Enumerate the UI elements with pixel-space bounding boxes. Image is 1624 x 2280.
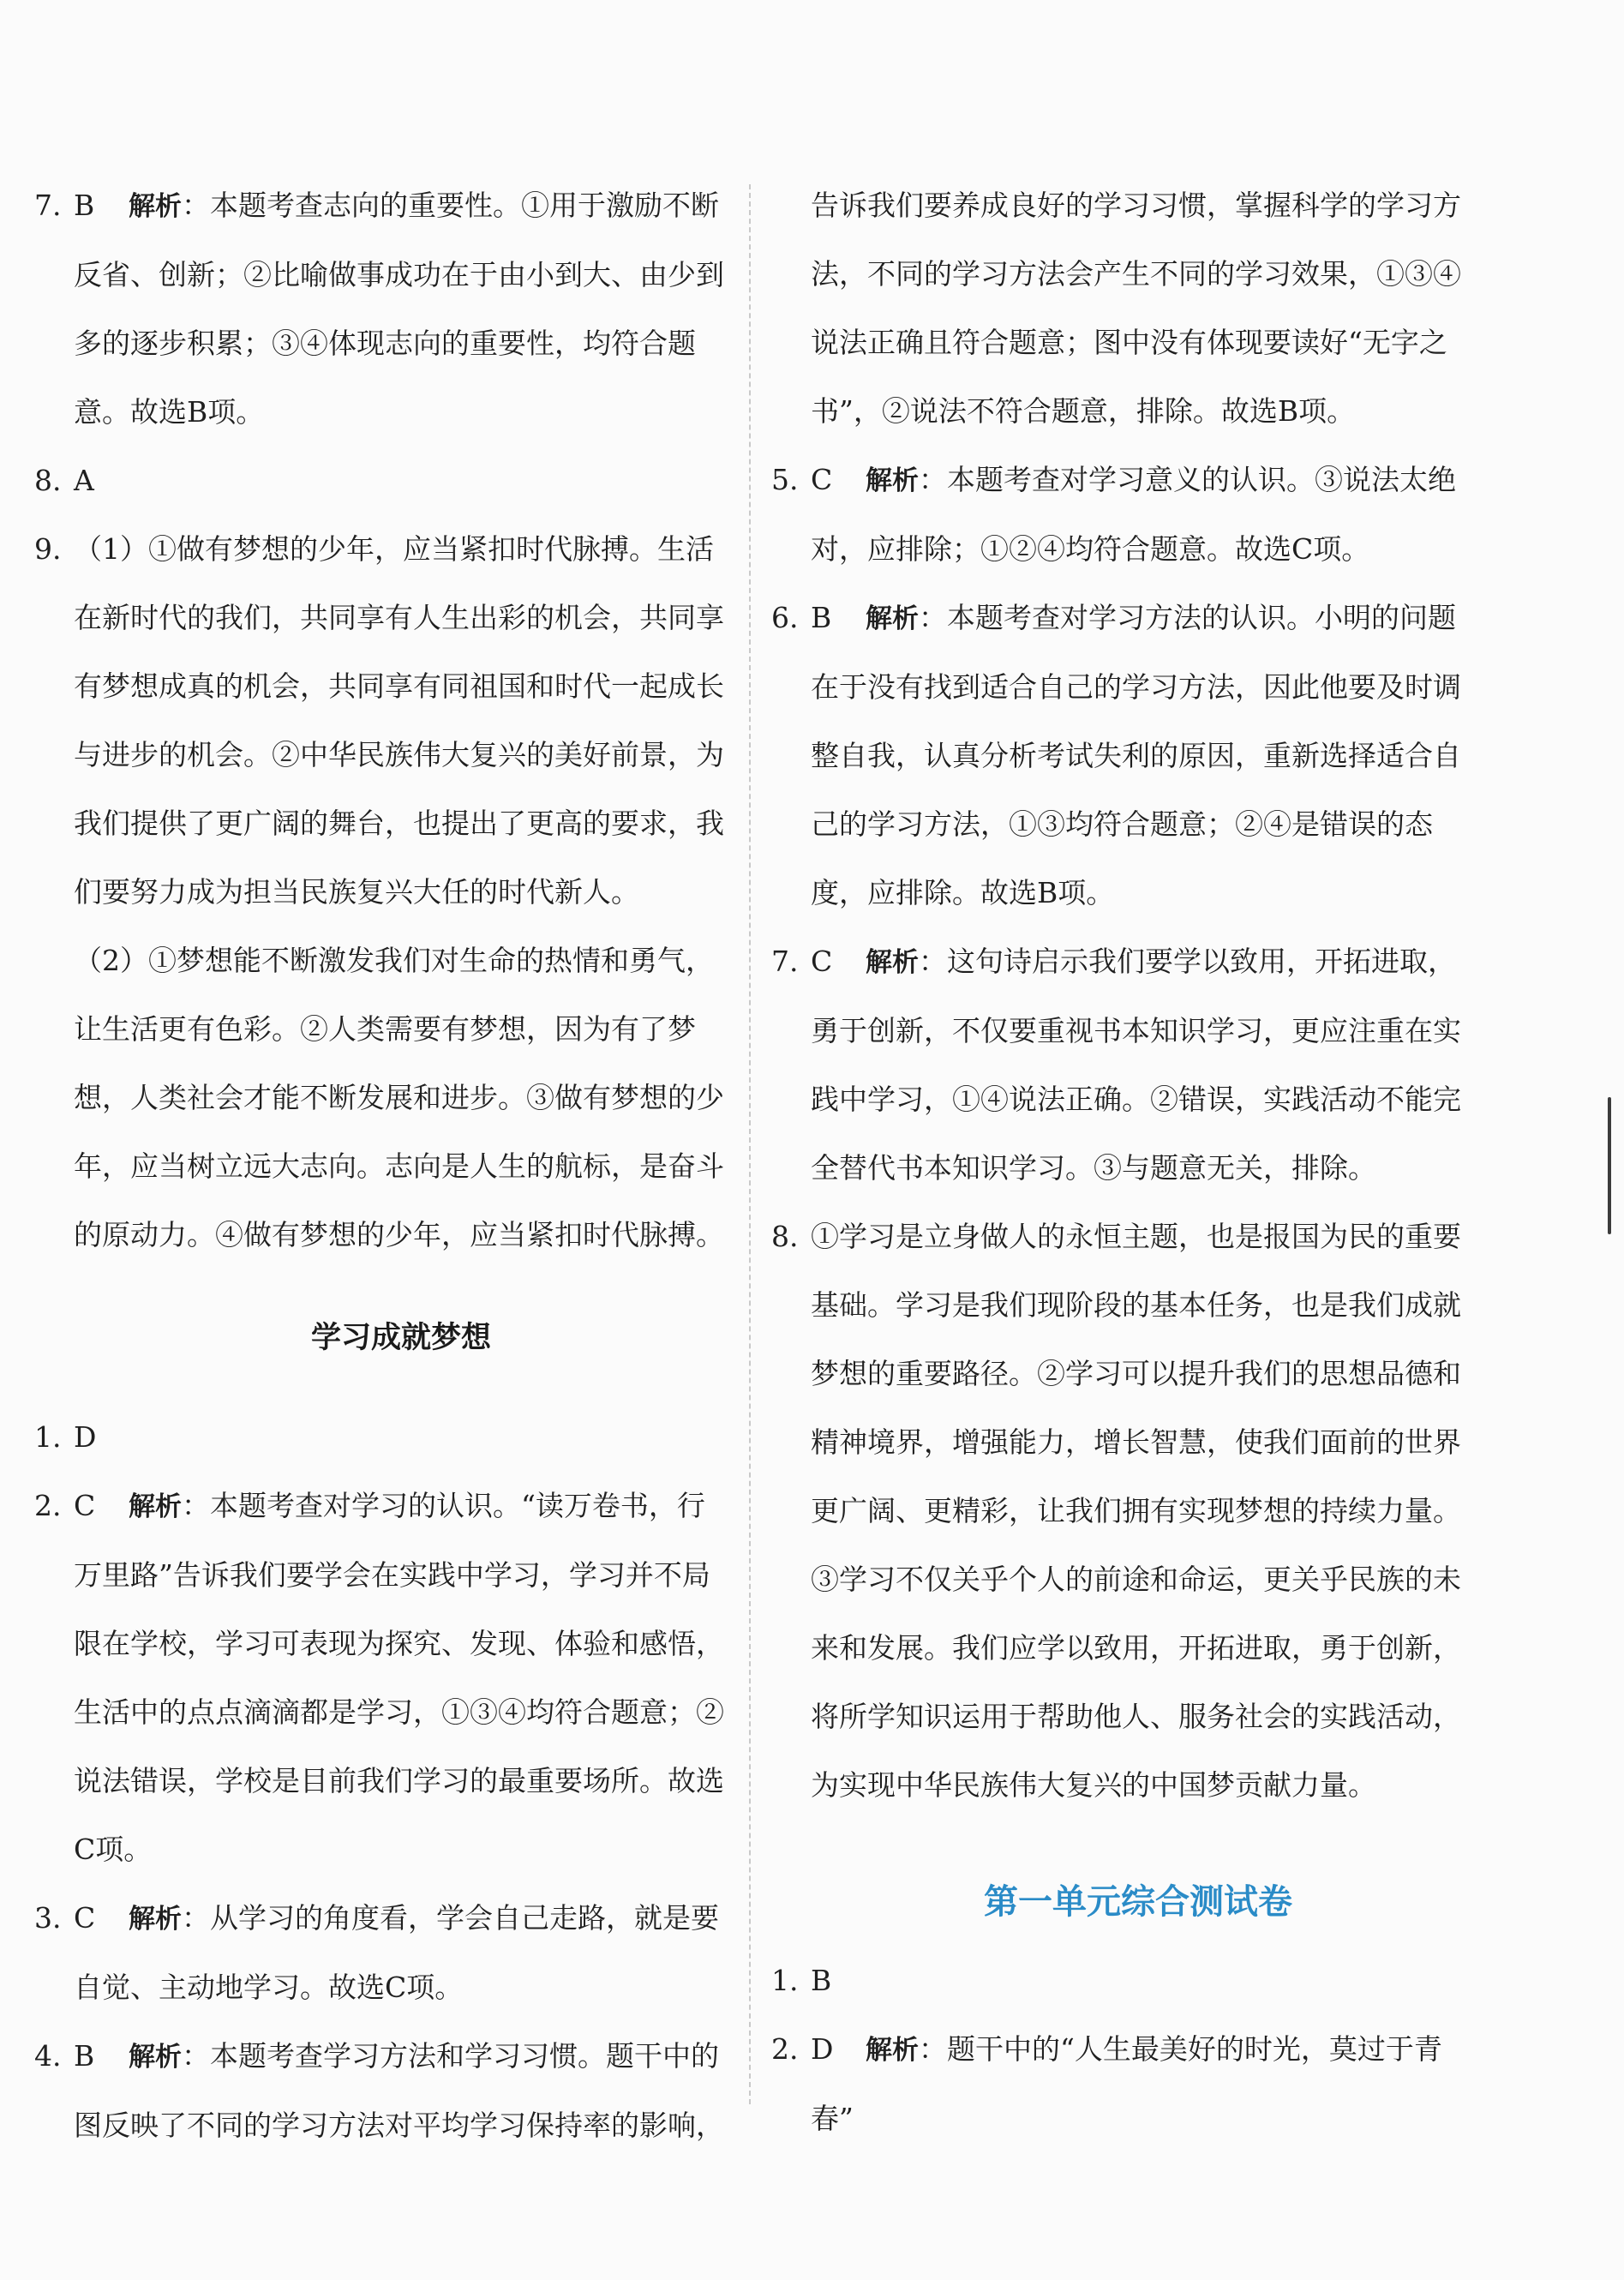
question-number: 4. <box>34 2039 62 2073</box>
analysis-label: 解析 <box>866 2035 919 2066</box>
answer-text: ：这句诗启示我们要学以致用，开拓进取，勇于创新，不仅要重视书本知识学习，更应注重在实践中学习，①④说法正确。②错误，实践活动不能完全替代书本知识学习。③与题意无关，排除。 <box>811 945 1461 1185</box>
question-number: 2. <box>34 1489 62 1522</box>
answer-item <box>34 447 728 515</box>
question-number: 9. <box>34 532 62 566</box>
analysis-label: 解析 <box>129 191 182 222</box>
scan-edge-mark <box>1608 1097 1611 1234</box>
question-number: 8. <box>771 1220 799 1253</box>
answer-choice: A <box>74 464 94 497</box>
answer-choice: B <box>811 601 832 634</box>
answer-item <box>34 171 728 447</box>
answer-continuation: （2）①梦想能不断激发我们对生命的热情和勇气，让生活更有色彩。②人类需要有梦想，因为有了梦想，人类社会才能不断发展和进步。③做有梦想的少年，应当树立远大志向。志向是人生的航标，是奋斗的原动力。④做有梦想的少年，应当紧扣时代脉搏。 <box>74 944 724 1251</box>
question-number: 1. <box>771 1964 799 1997</box>
answer-choice: B <box>74 189 95 222</box>
answer-text: ：本题考查志向的重要性。①用于激励不断反省、创新；②比喻做事成功在于由小到大、由少到多的逐步积累；③④体现志向的重要性，均符合题意。故选B项。 <box>74 189 724 429</box>
question-number: 3. <box>34 1901 62 1935</box>
question-number: 8. <box>34 464 62 497</box>
analysis-label: 解析 <box>866 947 919 978</box>
analysis-label: 解析 <box>129 1904 182 1935</box>
section-title: 第一单元综合测试卷 <box>984 1882 1292 1922</box>
answer-item <box>771 2015 1465 2153</box>
question-number: 7. <box>771 945 799 978</box>
answer-item <box>34 2022 728 2160</box>
answer-item <box>771 927 1465 1203</box>
answer-text: ：本题考查对学习意义的认识。③说法太绝对，应排除；①②④均符合题意。故选C项。 <box>811 463 1456 566</box>
answer-choice: C <box>74 1901 96 1935</box>
answer-choice: D <box>74 1420 97 1454</box>
answer-choice: B <box>811 1964 832 1997</box>
answer-text: ①学习是立身做人的永恒主题，也是报国为民的重要基础。学习是我们现阶段的基本任务，也是我们成就梦想的重要路径。②学习可以提升我们的思想品德和精神境界，增强能力，增长智慧，使我们面前的世界更广阔、更精彩，让我们拥有实现梦想的持续力量。③学习不仅关乎个人的前途和命运，更关乎民族的未来和发展。我们应学以致用，开拓进取，勇于创新，将所学知识运用于帮助他人、服务社会的实践活动，为实现中华民族伟大复兴的中国梦贡献力量。 <box>811 1220 1461 1802</box>
answer-text: ：本题考查对学习方法的认识。小明的问题在于没有找到适合自己的学习方法，因此他要及时调整自我，认真分析考试失利的原因，重新选择适合自己的学习方法，①③均符合题意；②④是错误的态度，应排除。故选B项。 <box>811 601 1461 909</box>
answer-item <box>771 584 1465 927</box>
question-number: 7. <box>34 189 62 222</box>
answer-item <box>34 515 728 927</box>
answer-item <box>771 1947 1465 2015</box>
answer-choice: D <box>811 2032 834 2066</box>
section-title: 学习成就梦想 <box>310 1321 491 1355</box>
analysis-label: 解析 <box>866 465 919 496</box>
answer-item <box>34 1403 728 1472</box>
question-number: 1. <box>34 1420 62 1454</box>
question-number: 5. <box>771 463 799 496</box>
analysis-label: 解析 <box>129 1491 182 1522</box>
answer-choice: C <box>811 945 833 978</box>
answer-item <box>34 1472 728 1884</box>
answer-choice: C <box>811 463 833 496</box>
analysis-label: 解析 <box>129 2042 182 2073</box>
answer-text: （1）①做有梦想的少年，应当紧扣时代脉搏。生活在新时代的我们，共同享有人生出彩的机会，共同享有梦想成真的机会，共同享有同祖国和时代一起成长与进步的机会。②中华民族伟大复兴的美好前景，为我们提供了更广阔的舞台，也提出了更高的要求，我们要努力成为担当民族复兴大任的时代新人。 <box>74 532 724 909</box>
answer-text: ：本题考查学习方法和学习习惯。题干中的图反映了不同的学习方法对平均学习保持率的影响， <box>74 2039 724 2142</box>
answer-item <box>34 1884 728 2022</box>
right-column <box>771 171 1465 2153</box>
question-number: 6. <box>771 601 799 634</box>
answer-choice: B <box>74 2039 95 2073</box>
answer-item <box>771 1203 1465 1820</box>
column-divider <box>749 184 751 2104</box>
answer-text: ：从学习的角度看，学会自己走路，就是要自觉、主动地学习。故选C项。 <box>74 1901 719 2004</box>
analysis-label: 解析 <box>866 603 919 634</box>
left-column <box>34 171 728 2160</box>
answer-item <box>771 446 1465 584</box>
answer-text: ：题干中的“人生最美好的时光，莫过于青春” <box>811 2032 1442 2135</box>
answer-continuation: 告诉我们要养成良好的学习习惯，掌握科学的学习方法，不同的学习方法会产生不同的学习效果，①③④说法正确且符合题意；图中没有体现要读好“无字之书”，②说法不符合题意，排除。故选B项。 <box>811 189 1461 428</box>
question-number: 2. <box>771 2032 799 2066</box>
answer-text: ：本题考查对学习的认识。“读万卷书，行万里路”告诉我们要学会在实践中学习，学习并不局限在学校，学习可表现为探究、发现、体验和感悟，生活中的点点滴滴都是学习，①③④均符合题意；②说法错误，学校是目前我们学习的最重要场所。故选C项。 <box>74 1489 724 1866</box>
answer-choice: C <box>74 1489 96 1522</box>
